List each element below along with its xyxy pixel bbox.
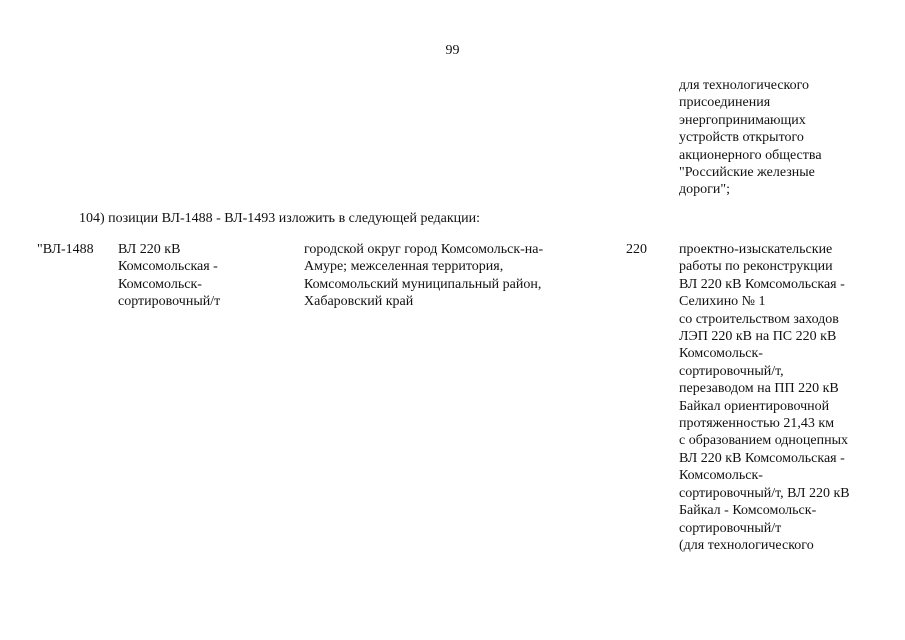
text-line: ЛЭП 220 кВ на ПС 220 кВ	[679, 329, 837, 345]
text-line: Байкал ориентировочной	[679, 398, 830, 414]
location	[304, 241, 543, 311]
text-line: Комсомольск-	[679, 468, 763, 484]
text-line: ВЛ 220 кВ Комсомольская -	[679, 450, 845, 466]
position-code: "ВЛ-1488	[37, 242, 94, 257]
text-line: протяженностью 21,43 км	[679, 416, 835, 432]
text-line: Байкал - Комсомольск-	[679, 503, 817, 519]
text-line: Комсомольская -	[118, 259, 218, 275]
text-line: с образованием одноцепных	[679, 433, 849, 449]
text-line: дороги";	[679, 182, 730, 198]
text-line: ВЛ 220 кВ Комсомольская -	[679, 276, 845, 292]
previous-entry-purpose-continuation	[679, 77, 822, 199]
text-line: Амуре; межселенная территория,	[304, 259, 504, 275]
text-line: сортировочный/т,	[679, 363, 784, 379]
text-line: акционерного общества	[679, 147, 822, 163]
text-line: Селихино № 1	[679, 294, 766, 310]
text-line: проектно-изыскательские	[679, 242, 833, 257]
line-name	[118, 241, 220, 311]
text-line: перезаводом на ПП 220 кВ	[679, 381, 839, 397]
text-line: со строительством заходов	[679, 311, 839, 327]
text-line: городской округ город Комсомольск-на-	[304, 242, 544, 257]
page-number: 99	[445, 43, 460, 58]
text-line: ВЛ 220 кВ	[118, 242, 181, 257]
text-line: сортировочный/т	[679, 520, 782, 536]
purpose-description	[679, 241, 850, 554]
text-line: присоединения	[679, 95, 771, 111]
text-line: устройств открытого	[679, 130, 804, 146]
text-line: Хабаровский край	[304, 294, 414, 310]
text-line: Комсомольск-	[679, 346, 763, 362]
voltage-value: 220	[626, 242, 647, 257]
text-line: сортировочный/т	[118, 294, 221, 310]
text-line: Комсомольск-	[118, 276, 202, 292]
text-line: Комсомольский муниципальный район,	[304, 276, 542, 292]
text-line: работы по реконструкции	[679, 259, 833, 275]
amendment-instruction: 104) позиции ВЛ-1488 - ВЛ-1493 изложить в следующей редакции:	[79, 211, 481, 226]
text-line: "Российские железные	[679, 165, 815, 181]
text-line: для технологического	[679, 78, 810, 93]
text-line: энергопринимающих	[679, 112, 806, 128]
text-line: (для технологического	[679, 537, 814, 553]
text-line: сортировочный/т, ВЛ 220 кВ	[679, 485, 850, 501]
